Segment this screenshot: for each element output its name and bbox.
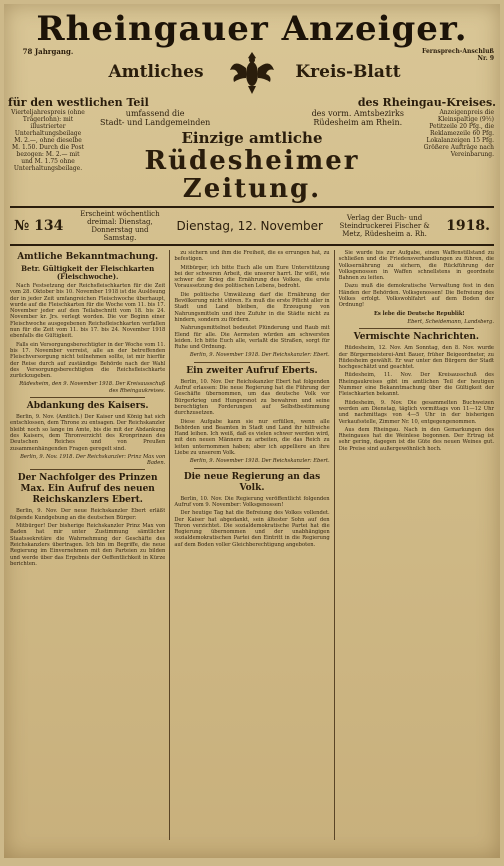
paragraph: Nach Festsetzung der Reichsfleischkarten für die Zeit vom 28. Oktober bis 10. November 1918 ist die Auslösung der in jeder Zeit umfangreichen Fleischwoche überhaupt, wurde auf die Fleischkarten für die Woche vom 11. bis 17. November jeder auf den Teilabschnitt vom 18. bis 24. November kr. Jrs. verlegt worden. Die vor Beginn einer Fleischwoche ausgegebenen Reichsfleischkarten verfallen nun für die Zeit vom 11. bis 17. bis 24. November 1918 ebenfalls die Gültigkeit. <box>10 283 166 340</box>
paragraph: Aus dem Rheingau. Nach in den Gemarkungen des Rheingaues hat die Weinlese begonnen. Der Ertrag ist sehr gering, dagegen ist die Güte des neuen Weines gut. Die Preise sind außergewöhnlich hoch. <box>338 426 494 452</box>
paragraph: Diese Aufgabe kann sie nur erfüllen, wenn alle Behörden und Beamten in Stadt und Land ihr hilfreiche Hand leihen. Ich weiß, daß es vielen schwer werden wird, mit den neuen Männern zu arbeiten, die das Reich zu leiten unternommen haben; aber ich appelliere an ihre Liebe zu unserem Volk. <box>174 418 330 457</box>
paragraph: Berlin, 10. Nov. Der Reichskanzler Ebert hat folgenden Aufruf erlassen: Die neue Regierung hat die Führung der Geschäfte übernommen, um das deutsche Volk vor Bürgerkrieg und Hungersnot zu bewahren und seine berechtigten Forderungen auf Selbstbestimmung durchzusetzen. <box>174 378 330 417</box>
paragraph: Die politische Umwälzung darf die Ernährung der Bevölkerung nicht stören. Es muß die erste Pflicht aller in Stadt und Land bleiben, die Erzeugung von Nahrungsmitteln und ihre Zufuhr in die Städte nicht zu hindern, sondern zu fördern. <box>174 291 330 323</box>
paragraph: Berlin, 10. Nov. Die Regierung veröffentlicht folgenden Aufruf vom 9. November: Volksgenossen! <box>174 495 330 508</box>
issue-schedule: Erscheint wöchentlich dreimal: Dienstag, Donnerstag und Samstag. <box>80 210 160 242</box>
amtliches-label: Amtliches <box>108 62 204 82</box>
paragraph: Nahrungsmittelnot bedeutet Plünderung und Raub mit Elend für alle. Die Aermsten würden am schwersten leiden. Ich bitte Euch alle, verlaßt die Straßen, sorgt für Ruhe und Ordnung. <box>174 325 330 351</box>
paragraph: Falls ein Versorgungsberechtigter in der Woche vom 11. bis 17. November verreist, alle an der betreffenden Fleischversorgung nicht teilnehmen sollte, ist mir hierfür der Reise durch auf zuständige Behörde nach der Wahl des Versorgungsberechtigten die Reichsfleischkarte zurückzugeben. <box>10 341 166 380</box>
signature: Berlin, 9. November 1918. Der Reichskanzler: Ebert. <box>189 352 330 359</box>
divider <box>194 362 309 363</box>
heading-bekanntmachung: Amtliche Bekanntmachung. <box>17 252 159 262</box>
subscription-info: Vierteljahrespreis (ohne Trägerlohn): mit illustrierter Unterhaltungsbeilage M. 2.—, ohne dieselbe M. 1.50. Durch die Post bezogen: M. 2.— mit und M. 1.75 ohne Unterhaltungsbeilage. <box>11 109 85 172</box>
advert-price-info: Anzeigenpreis die Kleinspaltige (9½) Petitzeile 20 Pfg., die Reklamezeile 60 Pfg. Lokalanzeigen 15 Pfg. Größere Aufträge nach Vereinbarung. <box>423 109 494 158</box>
heading-vermischte: Vermischte Nachrichten. <box>353 332 480 343</box>
heading-nachfolger: Der Nachfolger des Prinzen Max. Ein Aufruf des neuen Reichskanzlers Ebert. <box>17 473 158 506</box>
column-2 <box>169 250 329 840</box>
signature: Ebert, Scheidemann, Landsberg. <box>407 318 494 325</box>
paragraph: Berlin, 9. Nov. (Amtlich.) Der Kaiser und König hat sich entschlossen, dem Throne zu entsagen. Der Reichskanzler bleibt noch so lange im Amte, bis die mit der Abdankung des Kaisers, dem Thronverzicht des Kronprinzen des Deutschen Reiches und von Preußen zusammenhängenden Fragen geregelt sind. <box>10 414 166 452</box>
paragraph: Der heutige Tag hat die Befreiung des Volkes vollendet. Der Kaiser hat abgedankt, sein ältester Sohn auf den Thron verzichtet. Die sozialdemokratische Partei hat die Regierung übernommen und der unabhängigen sozialdemokratischen Partei den Eintritt in die Regierung auf dem Boden voller Gleichberechtigung angeboten. <box>174 510 330 548</box>
fuer-left: für den westlichen Teil <box>8 96 149 109</box>
fuer-right: des Rheingau-Kreises. <box>357 96 496 109</box>
divider <box>194 468 309 469</box>
umfassend-left: umfassend die Stadt- und Landgemeinden <box>100 109 211 127</box>
newspaper-page <box>4 4 500 858</box>
divider <box>359 328 474 329</box>
heading-zweiter-aufruf: Ein zweiter Aufruf Eberts. <box>186 365 318 376</box>
newspaper-title: Rheingauer Anzeiger. <box>36 9 468 49</box>
column-3 <box>334 250 494 840</box>
zeitung-title: Rüdesheimer Zeitung. <box>144 146 360 204</box>
divider <box>30 469 145 470</box>
signature: Berlin, 9. November 1918. Der Reichskanzler: Ebert. <box>189 458 330 465</box>
paragraph: Es lebe die Deutsche Republik! <box>373 310 465 317</box>
issue-year: 1918. <box>446 218 490 234</box>
paragraph: Rüdesheim, 11. Nov. Der Kreisausschuß des Rheingaukreises gibt im amtlichen Teil der heutigen Nummer eine Bekanntmachung über die Gültigkeit der Fleischkarten bekannt. <box>338 372 494 398</box>
kreisblatt-label: Kreis-Blatt <box>295 62 401 82</box>
signature: Berlin, 9. Nov. 1918. Der Reichskanzler: Prinz Max von Baden. <box>20 453 166 467</box>
paragraph: Mitbürger! Der bisherige Reichskanzler Prinz Max von Baden hat mir unter Zustimmung sämtlicher Staatssekretäre die Wahrnehmung der Geschäfte des Reichskanzlers übertragen. Ich bin im Begriffe, die neue Regierung im Einvernehmen mit den Parteien zu bilden und werde über das Ergebnis der Oeffentlichkeit in Kürze berichten. <box>10 523 166 567</box>
paragraph: zu sichern und ihm die Freiheit, die es errungen hat, zu befestigen. <box>174 250 330 263</box>
paragraph: Berlin, 9. Nov. Der neue Reichskanzler Ebert erläßt folgende Kundgebung an die deutschen Bürger: <box>10 508 166 521</box>
paragraph: Dazu muß die demokratische Verwaltung fest in den Händen der Behörden. Volksgenossen! Die Befreiung des Volkes erfolgt. Volkswohlfahrt auf dem Boden der Ordnung! <box>338 283 494 309</box>
einzige-label: Einzige amtliche <box>181 129 323 147</box>
issue-date: Dienstag, 12. November <box>176 219 323 233</box>
divider <box>30 397 145 398</box>
year-label: 78 Jahrgang. <box>22 47 74 56</box>
subheading-fleischkarten: Betr. Gültigkeit der Fleischkarten (Fleischwoche). <box>21 264 155 281</box>
signature: Rüdesheim, den 9. November 1918. Der Kreisausschuß des Rheingaukreises. <box>19 381 166 394</box>
article-columns <box>4 246 500 840</box>
paragraph: Sie wurde bis zur Aufgabe, einen Waffenstillstand zu schließen und die Friedensverhandlungen zu führen, die Volksernährung zu sichern, die Rückführung der Volksgenossen in Waffen schnellstens in geordnete Bahnen zu leiten. <box>338 250 494 282</box>
column-1 <box>10 250 165 840</box>
paragraph: Rüdesheim, 12. Nov. Am Sonntag, den 8. Nov. wurde der Bürgermeisterei-Amt Bauer, früher Beigeordneter, zu Rüdesheim gewählt. Er war unter den Bürgern der Stadt hochgeschätzt und geachtet. <box>338 345 494 371</box>
masthead <box>4 10 500 246</box>
heading-abdankung: Abdankung des Kaisers. <box>26 401 149 412</box>
publisher: Verlag der Buch- und Steindruckerei Fischer & Metz, Rüdesheim a. Rh. <box>339 214 430 238</box>
phone-label: Fernsprech-Anschluß Nr. 9 <box>422 48 494 62</box>
issue-bar <box>10 206 494 246</box>
issue-number: № 134 <box>14 218 64 234</box>
umfassend-right: des vorm. Amtsbezirks Rüdesheim am Rhein. <box>311 109 404 127</box>
prussian-eagle-icon <box>228 48 276 96</box>
paragraph: Mitbürger, ich bitte Euch alle um Eure Unterstützung bei der schweren Arbeit, die unserer harrt. Ihr wißt, wie schwer der Krieg die Ernährung des Volkes, die erste Voraussetzung des politischen Lebens, bedroht. <box>174 264 330 290</box>
heading-neue-regierung: Die neue Regierung an das Volk. <box>183 471 321 493</box>
paragraph: Rüdesheim, 9. Nov. Die gesammelten Buchweizen werden am Dienstag, täglich vormittags von 11—12 Uhr und nachmittags von 4—5 Uhr in der bisherigen Verkaufsstelle, Zimmer Nr. 10, entgegengenommen. <box>338 399 494 425</box>
